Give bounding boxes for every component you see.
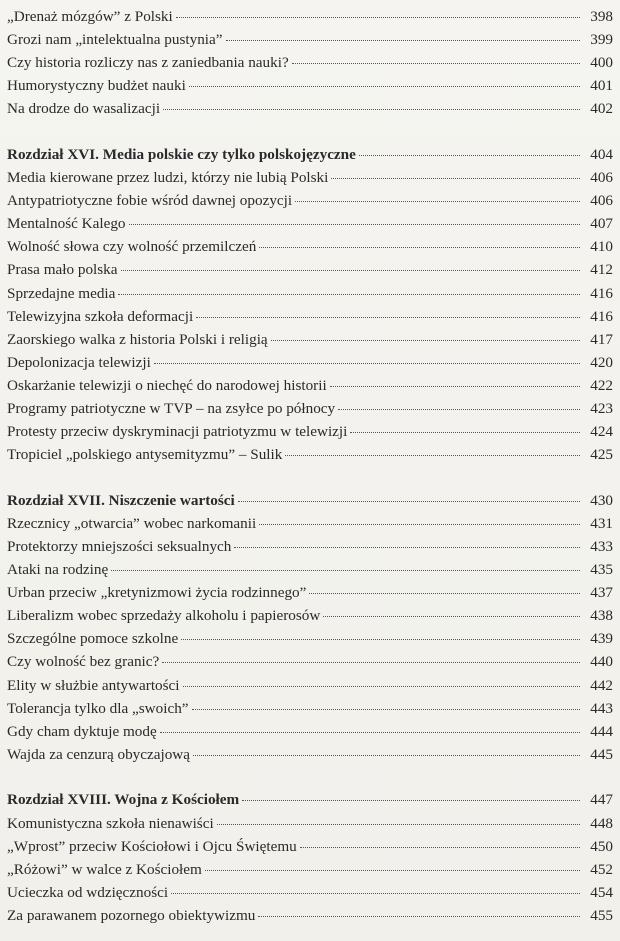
toc-entry xyxy=(7,258,613,281)
chapter-title: Rozdział XVII. Niszczenie wartości xyxy=(7,491,235,509)
entry-page-number: 437 xyxy=(590,584,613,602)
entry-page-number: 452 xyxy=(590,860,613,878)
entry-page-number: 425 xyxy=(590,446,613,464)
dot-leader xyxy=(217,823,580,825)
toc-entry xyxy=(7,5,613,28)
entry-page-number: 401 xyxy=(590,77,613,95)
toc-entry xyxy=(7,397,613,420)
dot-leader xyxy=(163,108,580,110)
entry-title: Liberalizm wobec sprzedaży alkoholu i papierosów xyxy=(7,607,321,625)
dot-leader xyxy=(238,500,580,502)
dot-leader xyxy=(259,523,580,525)
entry-title: Gdy cham dyktuje modę xyxy=(7,722,157,740)
entry-page-number: 454 xyxy=(590,883,613,901)
entry-title: Depolonizacja telewizji xyxy=(7,353,151,371)
entry-page-number: 420 xyxy=(590,353,613,371)
toc-entry xyxy=(7,835,613,858)
dot-leader xyxy=(323,615,580,617)
entry-title: Na drodze do wasalizacji xyxy=(7,100,161,118)
entry-page-number: 422 xyxy=(590,376,613,394)
toc-entry xyxy=(7,720,613,743)
toc-entry xyxy=(7,212,613,235)
dot-leader xyxy=(196,316,580,318)
chapter-page-number: 430 xyxy=(590,491,613,509)
toc-entry xyxy=(7,812,613,835)
toc-entry xyxy=(7,443,613,466)
chapter-page-number: 404 xyxy=(590,145,613,163)
entry-page-number: 431 xyxy=(590,514,613,532)
toc-entry xyxy=(7,881,613,904)
dot-leader xyxy=(331,177,580,179)
dot-leader xyxy=(309,592,580,594)
toc-section xyxy=(7,5,613,120)
entry-title: Ataki na rodzinę xyxy=(7,561,109,579)
entry-title: Protektorzy mniejszości seksualnych xyxy=(7,537,232,555)
entry-page-number: 417 xyxy=(590,330,613,348)
entry-title: „Wprost” przeciw Kościołowi i Ojcu Świętemu xyxy=(7,837,297,855)
toc-entry xyxy=(7,74,613,97)
entry-title: Grozi nam „intelektualna pustynia” xyxy=(7,31,223,49)
entry-title: Sprzedajne media xyxy=(7,284,116,302)
entry-page-number: 412 xyxy=(590,261,613,279)
dot-leader xyxy=(181,638,580,640)
entry-page-number: 439 xyxy=(590,630,613,648)
toc-entry xyxy=(7,512,613,535)
toc-entry xyxy=(7,581,613,604)
entry-page-number: 443 xyxy=(590,699,613,717)
toc-entry xyxy=(7,858,613,881)
entry-title: Oskarżanie telewizji o niechęć do narodowej historii xyxy=(7,376,327,394)
entry-page-number: 402 xyxy=(590,100,613,118)
dot-leader xyxy=(350,431,580,433)
toc-entry xyxy=(7,743,613,766)
entry-page-number: 399 xyxy=(590,31,613,49)
entry-page-number: 424 xyxy=(590,423,613,441)
entry-title: Czy wolność bez granic? xyxy=(7,653,160,671)
entry-title: Prasa mało polska xyxy=(7,261,118,279)
toc-entry xyxy=(7,282,613,305)
dot-leader xyxy=(226,39,580,41)
entry-page-number: 400 xyxy=(590,54,613,72)
entry-page-number: 406 xyxy=(590,192,613,210)
entry-title: Czy historia rozliczy nas z zaniedbania nauki? xyxy=(7,54,289,72)
dot-leader xyxy=(129,223,580,225)
entry-title: Rzecznicy „otwarcia” wobec narkomanii xyxy=(7,514,257,532)
toc-entry xyxy=(7,351,613,374)
entry-title: Tropiciel „polskiego antysemityzmu” – Sulik xyxy=(7,446,283,464)
entry-page-number: 433 xyxy=(590,537,613,555)
toc-entry xyxy=(7,904,613,927)
dot-leader xyxy=(189,85,580,87)
entry-title: Mentalność Kalego xyxy=(7,215,126,233)
entry-title: „Różowi” w walce z Kościołem xyxy=(7,860,202,878)
dot-leader xyxy=(121,269,580,271)
toc-entry xyxy=(7,697,613,720)
chapter-page-number: 447 xyxy=(590,791,613,809)
entry-title: Media kierowane przez ludzi, którzy nie lubią Polski xyxy=(7,169,329,187)
entry-title: Telewizyjna szkoła deformacji xyxy=(7,307,194,325)
dot-leader xyxy=(295,200,580,202)
entry-page-number: 438 xyxy=(590,607,613,625)
toc-entry xyxy=(7,650,613,673)
entry-page-number: 410 xyxy=(590,238,613,256)
dot-leader xyxy=(176,16,580,18)
dot-leader xyxy=(111,569,580,571)
entry-page-number: 416 xyxy=(590,284,613,302)
entry-title: Za parawanem pozornego obiektywizmu xyxy=(7,906,256,924)
toc-entry xyxy=(7,189,613,212)
toc-entry xyxy=(7,420,613,443)
dot-leader xyxy=(330,385,580,387)
toc-section xyxy=(7,143,613,466)
entry-title: Wolność słowa czy wolność przemilczeń xyxy=(7,238,257,256)
dot-leader xyxy=(292,62,580,64)
toc-entry xyxy=(7,535,613,558)
toc-entry xyxy=(7,166,613,189)
dot-leader xyxy=(183,685,580,687)
entry-page-number: 423 xyxy=(590,400,613,417)
chapter-heading xyxy=(7,489,613,512)
dot-leader xyxy=(359,154,580,156)
entry-title: Programy patriotyczne w TVP – na zsyłce po północy xyxy=(7,400,336,417)
entry-title: Urban przeciw „kretynizmowi życia rodzinnego” xyxy=(7,584,307,602)
toc-entry xyxy=(7,674,613,697)
dot-leader xyxy=(285,454,580,456)
toc-entry xyxy=(7,51,613,74)
entry-title: Szczególne pomoce szkolne xyxy=(7,630,179,648)
entry-title: Tolerancja tylko dla „swoich” xyxy=(7,699,189,717)
entry-page-number: 450 xyxy=(590,837,613,855)
entry-page-number: 442 xyxy=(590,676,613,694)
chapter-heading xyxy=(7,143,613,166)
toc-entry xyxy=(7,374,613,397)
dot-leader xyxy=(271,339,580,341)
table-of-contents xyxy=(7,5,613,927)
dot-leader xyxy=(162,661,580,663)
dot-leader xyxy=(193,754,580,756)
entry-page-number: 448 xyxy=(590,814,613,832)
entry-title: Ucieczka od wdzięczności xyxy=(7,883,169,901)
toc-entry xyxy=(7,97,613,120)
dot-leader xyxy=(205,869,580,871)
entry-title: Antypatriotyczne fobie wśród dawnej opozycji xyxy=(7,192,293,210)
entry-title: „Drenaż mózgów” z Polski xyxy=(7,8,173,25)
toc-entry xyxy=(7,627,613,650)
entry-page-number: 435 xyxy=(590,561,613,579)
dot-leader xyxy=(154,362,580,364)
entry-title: Zaorskiego walka z historia Polski i religią xyxy=(7,330,268,348)
toc-entry xyxy=(7,604,613,627)
dot-leader xyxy=(258,915,580,917)
toc-section xyxy=(7,489,613,766)
dot-leader xyxy=(160,731,580,733)
dot-leader xyxy=(234,546,580,548)
dot-leader xyxy=(118,293,580,295)
toc-entry xyxy=(7,558,613,581)
toc-entry xyxy=(7,328,613,351)
dot-leader xyxy=(259,246,580,248)
entry-title: Humorystyczny budżet nauki xyxy=(7,77,186,95)
toc-section xyxy=(7,788,613,927)
chapter-heading xyxy=(7,788,613,811)
entry-page-number: 406 xyxy=(590,169,613,187)
dot-leader xyxy=(171,892,580,894)
toc-entry xyxy=(7,28,613,51)
chapter-title: Rozdział XVIII. Wojna z Kościołem xyxy=(7,791,240,809)
entry-page-number: 398 xyxy=(590,8,613,25)
entry-page-number: 416 xyxy=(590,307,613,325)
entry-page-number: 407 xyxy=(590,215,613,233)
entry-title: Elity w służbie antywartości xyxy=(7,676,180,694)
toc-entry xyxy=(7,235,613,258)
dot-leader xyxy=(300,846,580,848)
entry-page-number: 440 xyxy=(590,653,613,671)
entry-title: Wajda za cenzurą obyczajową xyxy=(7,745,191,763)
entry-title: Komunistyczna szkoła nienawiści xyxy=(7,814,214,832)
dot-leader xyxy=(338,408,580,410)
dot-leader xyxy=(192,708,580,710)
entry-page-number: 445 xyxy=(590,745,613,763)
chapter-title: Rozdział XVI. Media polskie czy tylko polskojęzyczne xyxy=(7,145,356,163)
toc-entry xyxy=(7,305,613,328)
entry-title: Protesty przeciw dyskryminacji patriotyzmu w telewizji xyxy=(7,423,348,441)
entry-page-number: 444 xyxy=(590,722,613,740)
entry-page-number: 455 xyxy=(590,906,613,924)
dot-leader xyxy=(242,799,580,801)
